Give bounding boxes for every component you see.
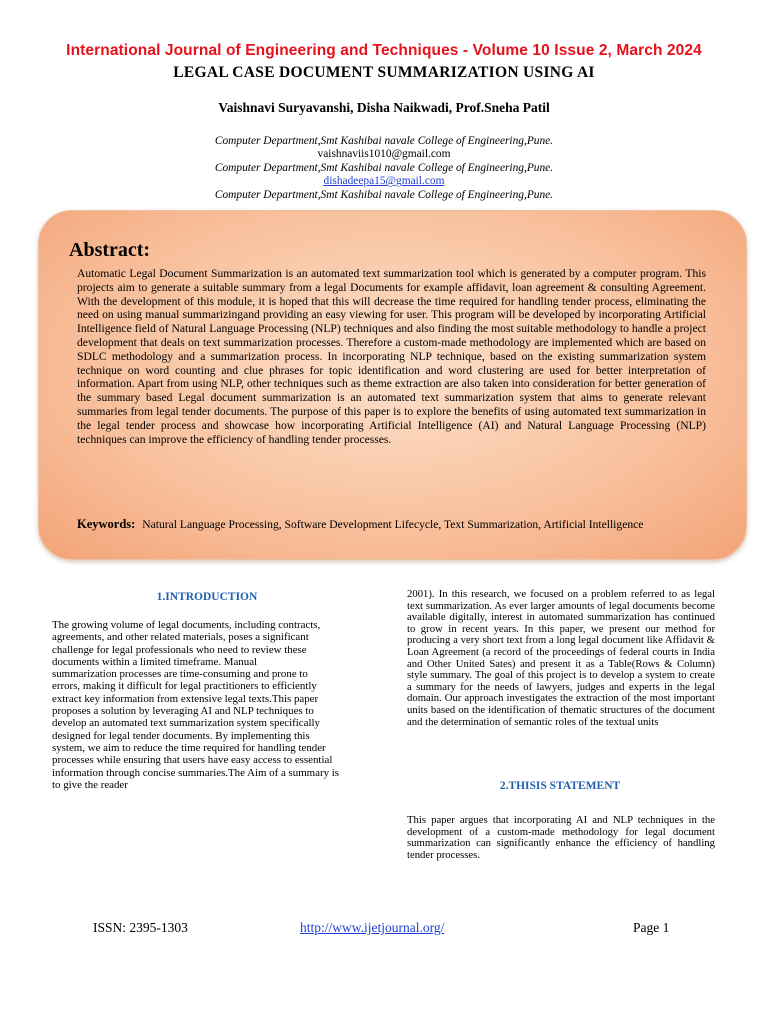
intro-line: The growing volume of legal documents, including contracts,: [52, 619, 321, 631]
keywords-text: Natural Language Processing, Software Development Lifecycle, Text Summarization, Artificial Intelligence: [142, 518, 644, 531]
intro-line: system, we aim to reduce the time required for handling tender: [52, 741, 326, 754]
intro-line: challenge for legal professionals who need to review these: [52, 643, 307, 656]
author-1-email: vaishnaviis1010@gmail.com: [317, 148, 451, 161]
paper-title: LEGAL CASE DOCUMENT SUMMARIZATION USING AI: [173, 64, 595, 81]
intro-line: errors, making it difficult for legal practitioners to efficiently: [52, 680, 317, 693]
intro-line: summarization processes are time-consuming and prone to: [52, 668, 308, 681]
affiliation-1: Computer Department,Smt Kashibai navale College of Engineering,Pune.: [214, 135, 554, 147]
introduction-text: [52, 619, 365, 791]
intro-line: information through concise summaries.The Aim of a summary is: [52, 766, 340, 779]
intro-line: to give the reader: [52, 778, 128, 791]
journal-header: International Journal of Engineering and Techniques - Volume 10 Issue 2, March 2024: [66, 42, 702, 59]
thesis-text: This paper argues that incorporating AI and NLP techniques in the development of a custom-made methodology for legal document summarization can significantly enhance the efficiency of handling tender processes.: [407, 814, 715, 861]
column-2-text: 2001). In this research, we focused on a problem referred to as legal text summarization. As ever larger amounts of legal documents become available digitally, interest in automated summarization has continued to grow in recent years. In this paper, we present our method for producing a very short text from a long legal document like Affidavit & Loan Agreement (a record of the proceedings of federal courts in India and Other United Sates) and present it as a Table(Rows & Column) style summary. The goal of this project is to develop a system to create a summary for the needs of lawyers, judges and experts in the legal domain. Our approach investigates the extraction of the most important units based on the identification of thematic structures of the document and the determination of semantic roles of the textual units: [407, 588, 715, 728]
footer-page-number: Page 1: [633, 920, 670, 935]
footer-journal-link[interactable]: http://www.ijetjournal.org/: [300, 920, 445, 935]
thesis-heading: 2.THISIS STATEMENT: [499, 780, 621, 792]
author-2-email-link[interactable]: dishadeepa15@gmail.com: [323, 175, 445, 188]
intro-line: agreements, and other related materials, poses a significant: [52, 631, 309, 644]
author-list: Vaishnavi Suryavanshi, Disha Naikwadi, Prof.Sneha Patil: [218, 100, 550, 115]
intro-line: processes while ensuring that users have easy access to essential: [52, 754, 333, 767]
keywords-label: Keywords:: [77, 517, 136, 531]
footer-issn: ISSN: 2395-1303: [93, 920, 188, 935]
abstract-body: Automatic Legal Document Summarization is an automated text summarization tool which is generated by a computer program. This projects aim to generate a suitable summary from a legal Documents for example affidavit, loan agreement & consulting Agreement. With the development of this module, it is hoped that this will decrease the time required for handling tender process, eliminating the need on using manual summarizingand providing an easy viewing for user. This program will be developed by incorporating Artificial Intelligence field of Natural Language Processing (NLP) techniques and also finding the most suitable methodology to handle a project development that deals on text summarization processes. Therefore a custom-made methodology are implemented which are based on SDLC methodology and a summarization process. In incorporating NLP technique, based on the existing summarization system technique on word counting and clue phrases for topic identification and word clustering are used for better interpretation of information. Apart from using NLP, other techniques such as theme extraction are also taken into consideration for better generation of the summary based Legal document summarization is an automated text summarization system that aims to generate relevant summaries from legal tender documents. The purpose of this paper is to explore the benefits of using automated text summarization in the legal tender process and showcase how incorporating Artificial Intelligence (AI) and Natural Language Processing (NLP) techniques can improve the efficiency of handling tender processes.: [77, 267, 706, 446]
intro-line: designed for legal tender documents. By implementing this: [52, 729, 310, 742]
introduction-heading: 1.INTRODUCTION: [156, 591, 258, 603]
intro-line: documents within a limited timeframe. Manual: [52, 655, 258, 668]
affiliation-3: Computer Department,Smt Kashibai navale College of Engineering,Pune.: [214, 188, 554, 201]
abstract-box: [38, 210, 747, 560]
abstract-heading: Abstract:: [69, 239, 151, 261]
affiliations: [0, 135, 768, 202]
intro-line: extract key information from extensive legal texts.This paper: [52, 692, 319, 705]
keywords: [77, 517, 706, 545]
intro-line: develop an automated text summarization system specifically: [52, 717, 320, 730]
affiliation-2: Computer Department,Smt Kashibai navale College of Engineering,Pune.: [214, 161, 554, 174]
intro-line: proposes a solution by leveraging AI and NLP techniques to: [52, 705, 314, 718]
